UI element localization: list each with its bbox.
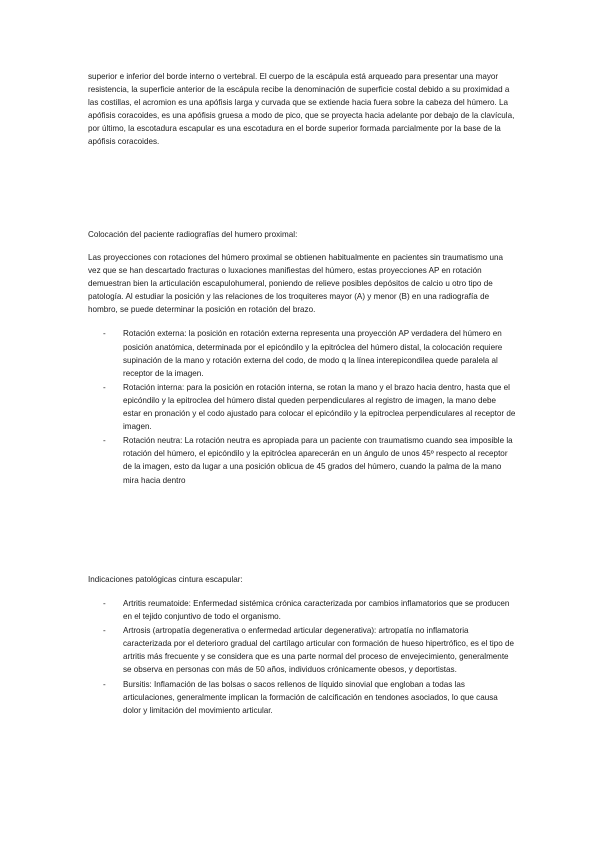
section-heading-pathology: Indicaciones patológicas cintura escapular:: [88, 575, 243, 584]
pathology-list: [88, 597, 516, 717]
dash-bullet: -: [103, 436, 106, 446]
list-item: [88, 678, 516, 717]
dash-bullet: -: [103, 599, 106, 608]
list-item: [88, 624, 516, 676]
section-positioning: [88, 228, 516, 488]
list-item-text: Artritis reumatoide: Enfermedad sistémica crónica caracterizada por cambios inflamatorios que se producen en el tejido conjuntivo de todo el organismo.: [123, 599, 510, 622]
list-item-text: Bursitis: Inflamación de las bolsas o sacos rellenos de líquido sinovial que engloban a todas las articulaciones, generalmente implican la formación de calcificación en tendones asociados, lo que causa dolor y limitación del movimiento articular.: [123, 679, 498, 715]
list-item: [88, 434, 516, 486]
intro-paragraph: superior e inferior del borde interno o vertebral. El cuerpo de la escápula está arqueado para presentar una mayor resistencia, la superficie anterior de la escápula recibe la denominación de superficie costal debido a su proximidad a las costillas, el acromion es una apófisis larga y curvada que se extiende hacia fuera sobre la cabeza del húmero. La apófisis coracoides, es una apófisis gruesa a modo de pico, que se proyecta hacia adelante por debajo de la clavícula, por último, la escotadura escapular es una escotadura en el borde superior formada parcialmente por la base de la apófisis coracoides.: [88, 72, 515, 147]
list-item-text: Rotación neutra: La rotación neutra es apropiada para un paciente con traumatismo cuando sea imposible la rotación del húmero, el epicóndilo y la epitróclea aparecerán en un ángulo de unos 45º respecto al receptor de la imagen, esto da lugar a una posición oblicua de 45 grados del húmero, cuando la palma de la mano mira hacia dentro: [123, 436, 513, 485]
dash-bullet: -: [103, 626, 106, 636]
dash-bullet: -: [103, 329, 106, 339]
dash-bullet: -: [103, 679, 106, 689]
intro-block: [88, 70, 516, 149]
list-item-text: Rotación interna: para la posición en rotación interna, se rotan la mano y el brazo hacia dentro, hasta que el epicóndilo y la epitroclea del húmero distal queden perpendiculares al registro de imagen, la mano debe estar en pronación y el codo ajustado para colocar el epicóndilo y la epitroclea perpendiculares al receptor de imagen.: [123, 382, 516, 432]
dash-bullet: -: [103, 382, 106, 392]
rotation-list: [88, 327, 516, 486]
list-item-text: Artrosis (artropatía degenerativa o enfermedad articular degenerativa): artropatía no inflamatoria caracterizada por el deterioro gradual del cartílago articular con formación de hueso hipertrófico, es el tipo de artritis más frecuente y se considera que es una parte normal del proceso de envejecimiento, generalmente se observa en personas con más de 50 años, individuos crónicamente obesos, y deportistas.: [123, 626, 514, 675]
section-heading-positioning: Colocación del paciente radiografías del humero proximal:: [88, 230, 298, 239]
section-pathology: [88, 573, 516, 718]
positioning-paragraph: Las proyecciones con rotaciones del húmero proximal se obtienen habitualmente en pacientes sin traumatismo una vez que se han descartado fracturas o luxaciones manifiestas del húmero, estas proyecciones AP en rotación demuestran bien la articulación escapulohumeral, poniendo de relieve posibles depósitos de calcio u otro tipo de patología. Al estudiar la posición y las relaciones de los troquiteres mayor (A) y menor (B) en una radiografía de hombro, se puede determinar la posición en rotación del brazo.: [88, 253, 504, 315]
list-item: [88, 597, 516, 623]
list-item: [88, 327, 516, 379]
list-item-text: Rotación externa: la posición en rotación externa representa una proyección AP verdadera del húmero en posición anatómica, determinada por el epicóndilo y la epitróclea del húmero distal, la colocación requiere supinación de la mano y rotación externa del codo, de modo q la línea interepicondilea quede paralela al receptor de la imagen.: [123, 329, 503, 378]
list-item: [88, 381, 516, 433]
